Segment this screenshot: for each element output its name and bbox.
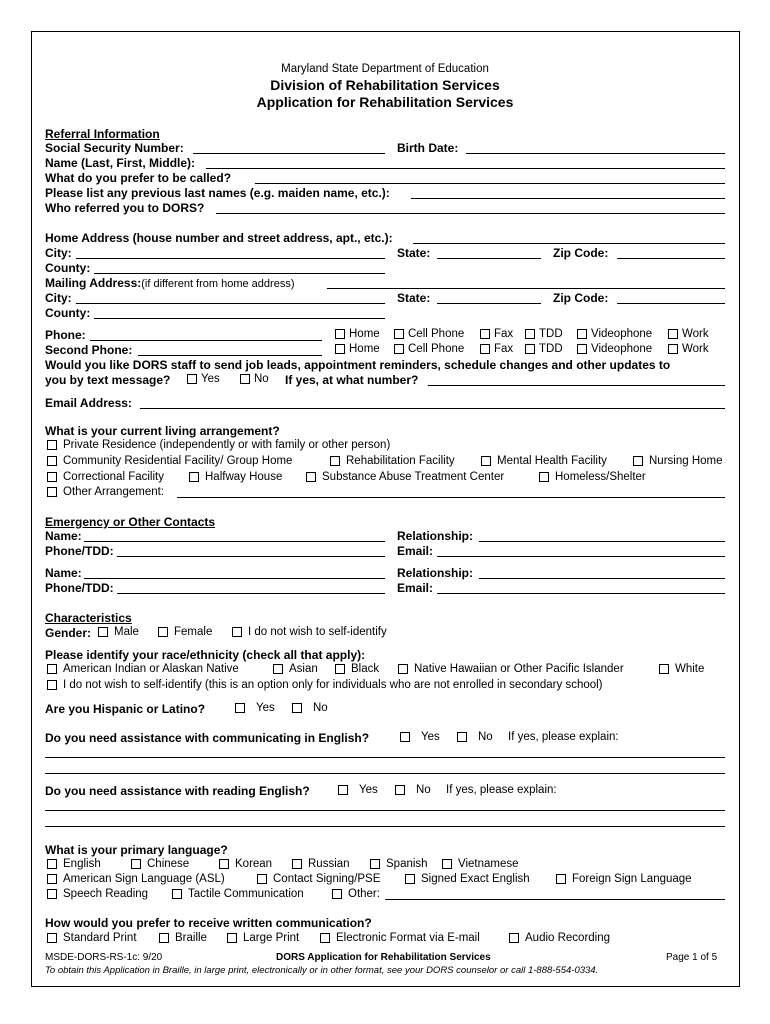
korean-checkbox[interactable] — [219, 859, 229, 869]
emergency-relationship-field-2[interactable] — [479, 578, 725, 579]
communicating-yes-checkbox[interactable] — [400, 732, 410, 742]
phone2-videophone-checkbox[interactable] — [577, 344, 587, 354]
state-label: State: — [397, 246, 431, 260]
nursing-home-label: Nursing Home — [649, 455, 723, 467]
language-other-field[interactable] — [385, 899, 725, 900]
braille-label: Braille — [175, 932, 207, 944]
correctional-label: Correctional Facility — [63, 471, 164, 483]
white-checkbox[interactable] — [659, 664, 669, 674]
hispanic-no-label: No — [313, 702, 328, 714]
text-yes-checkbox[interactable] — [187, 374, 197, 384]
contact-signing-label: Contact Signing/PSE — [273, 873, 381, 885]
homeless-checkbox[interactable] — [539, 472, 549, 482]
footer-form-title: DORS Application for Rehabilitation Services — [276, 952, 491, 963]
audio-recording-label: Audio Recording — [525, 932, 611, 944]
private-residence-label: Private Residence (independently or with family or other person) — [63, 439, 391, 451]
asian-label: Asian — [289, 663, 318, 675]
emergency-name-label: Name: — [45, 529, 82, 543]
english-checkbox[interactable] — [47, 859, 57, 869]
referred-by-label: Who referred you to DORS? — [45, 201, 205, 215]
phone2-home-checkbox[interactable] — [335, 344, 345, 354]
ssn-field[interactable] — [193, 153, 385, 154]
hawaiian-label: Native Hawaiian or Other Pacific Islander — [414, 663, 624, 675]
email-label: Email Address: — [45, 396, 132, 410]
electronic-format-label: Electronic Format via E-mail — [336, 932, 480, 944]
text-number-field[interactable] — [428, 385, 725, 386]
english-label: English — [63, 858, 101, 870]
emergency-phone-field[interactable] — [117, 556, 385, 557]
phone-videophone-checkbox[interactable] — [577, 329, 587, 339]
substance-abuse-label: Substance Abuse Treatment Center — [322, 471, 505, 483]
emergency-email-field-2[interactable] — [437, 593, 725, 594]
foreign-sign-label: Foreign Sign Language — [572, 873, 692, 885]
white-label: White — [675, 663, 705, 675]
state-field-2[interactable] — [437, 303, 541, 304]
characteristics-heading: Characteristics — [45, 611, 132, 625]
emergency-name-field[interactable] — [84, 541, 385, 542]
korean-label: Korean — [235, 858, 273, 870]
vietnamese-label: Vietnamese — [458, 858, 519, 870]
state-field[interactable] — [437, 258, 541, 259]
gender-no-identify-label: I do not wish to self-identify — [248, 626, 387, 638]
mental-health-checkbox[interactable] — [481, 456, 491, 466]
phone2-work-checkbox[interactable] — [668, 344, 678, 354]
phone-tdd-checkbox[interactable] — [525, 329, 535, 339]
halfway-label: Halfway House — [205, 471, 283, 483]
chinese-label: Chinese — [147, 858, 190, 870]
prefer-called-field[interactable] — [255, 183, 725, 184]
prefer-called-label: What do you prefer to be called? — [45, 171, 232, 185]
emergency-relationship-field[interactable] — [479, 541, 725, 542]
hispanic-yes-checkbox[interactable] — [235, 703, 245, 713]
other-arrangement-field[interactable] — [177, 497, 725, 498]
second-phone-field[interactable] — [138, 355, 322, 356]
chinese-checkbox[interactable] — [131, 859, 141, 869]
language-other-checkbox[interactable] — [332, 889, 342, 899]
signed-exact-label: Signed Exact English — [421, 873, 530, 885]
text-number-label: If yes, at what number? — [285, 373, 419, 387]
phone2-home-label: Home — [349, 343, 380, 355]
hispanic-yes-label: Yes — [256, 702, 275, 714]
electronic-format-checkbox[interactable] — [320, 933, 330, 943]
phone2-work-label: Work — [682, 343, 709, 355]
black-label: Black — [351, 663, 380, 675]
communicating-yes-label: Yes — [421, 731, 440, 743]
standard-print-label: Standard Print — [63, 932, 137, 944]
zip-field-2[interactable] — [617, 303, 725, 304]
zip-label: Zip Code: — [553, 246, 609, 260]
halfway-checkbox[interactable] — [189, 472, 199, 482]
audio-recording-checkbox[interactable] — [509, 933, 519, 943]
male-label: Male — [114, 626, 139, 638]
city-field[interactable] — [76, 258, 385, 259]
previous-names-label: Please list any previous last names (e.g. maiden name, etc.): — [45, 186, 390, 200]
emergency-email-field[interactable] — [437, 556, 725, 557]
phone-cell-checkbox[interactable] — [394, 329, 404, 339]
phone-tdd-label: TDD — [539, 328, 563, 340]
division-title: Division of Rehabilitation Services — [270, 77, 500, 93]
name-label: Name (Last, First, Middle): — [45, 156, 196, 170]
phone2-cell-label: Cell Phone — [408, 343, 465, 355]
reading-yes-checkbox[interactable] — [338, 785, 348, 795]
emergency-relationship-label: Relationship: — [397, 529, 474, 543]
reading-no-checkbox[interactable] — [395, 785, 405, 795]
zip-label-2: Zip Code: — [553, 291, 609, 305]
city-label-2: City: — [45, 291, 72, 305]
birth-date-label: Birth Date: — [397, 141, 459, 155]
reading-explain-field[interactable] — [45, 810, 725, 811]
phone2-fax-label: Fax — [494, 343, 514, 355]
tactile-checkbox[interactable] — [172, 889, 182, 899]
nursing-home-checkbox[interactable] — [633, 456, 643, 466]
city-field-2[interactable] — [76, 303, 385, 304]
community-residential-checkbox[interactable] — [47, 456, 57, 466]
emergency-phone-label-2: Phone/TDD: — [45, 581, 114, 595]
zip-field[interactable] — [617, 258, 725, 259]
asl-label: American Sign Language (ASL) — [63, 873, 225, 885]
mailing-address-field[interactable] — [327, 288, 725, 289]
homeless-label: Homeless/Shelter — [555, 471, 646, 483]
footer-note: To obtain this Application in Braille, in large print, electronically or in other format, see your DORS counselor or call 1-888-554-0334. — [45, 965, 599, 976]
emergency-name-field-2[interactable] — [84, 578, 385, 579]
written-question: How would you prefer to receive written communication? — [45, 916, 372, 930]
other-arrangement-label: Other Arrangement: — [63, 486, 164, 498]
large-print-checkbox[interactable] — [227, 933, 237, 943]
text-yes-label: Yes — [201, 373, 220, 385]
gender-no-identify-checkbox[interactable] — [232, 627, 242, 637]
text-no-label: No — [254, 373, 269, 385]
mental-health-label: Mental Health Facility — [497, 455, 607, 467]
emergency-phone-label: Phone/TDD: — [45, 544, 114, 558]
reading-yes-label: Yes — [359, 784, 378, 796]
phone-home-label: Home — [349, 328, 380, 340]
braille-checkbox[interactable] — [159, 933, 169, 943]
community-residential-label: Community Residential Facility/ Group Home — [63, 455, 293, 467]
home-address-label: Home Address (house number and street address, apt., etc.): — [45, 231, 393, 245]
name-field[interactable] — [206, 168, 725, 169]
language-question: What is your primary language? — [45, 843, 228, 857]
hispanic-no-checkbox[interactable] — [292, 703, 302, 713]
speech-reading-checkbox[interactable] — [47, 889, 57, 899]
female-checkbox[interactable] — [158, 627, 168, 637]
foreign-sign-checkbox[interactable] — [556, 874, 566, 884]
tactile-label: Tactile Communication — [188, 888, 304, 900]
black-checkbox[interactable] — [335, 664, 345, 674]
phone-fax-checkbox[interactable] — [480, 329, 490, 339]
phone2-tdd-label: TDD — [539, 343, 563, 355]
vietnamese-checkbox[interactable] — [442, 859, 452, 869]
hawaiian-checkbox[interactable] — [398, 664, 408, 674]
reading-no-label: No — [416, 784, 431, 796]
living-question: What is your current living arrangement? — [45, 424, 280, 438]
other-arrangement-checkbox[interactable] — [47, 487, 57, 497]
county-label: County: — [45, 261, 91, 275]
emergency-email-label: Email: — [397, 544, 434, 558]
birth-date-field[interactable] — [466, 153, 725, 154]
email-field[interactable] — [140, 408, 725, 409]
private-residence-checkbox[interactable] — [47, 440, 57, 450]
city-label: City: — [45, 246, 72, 260]
phone-label: Phone: — [45, 328, 86, 342]
race-no-identify-label: I do not wish to self-identify (this is an option only for individuals who are not enrolled in secondary school) — [63, 679, 603, 691]
state-label-2: State: — [397, 291, 431, 305]
reading-question: Do you need assistance with reading English? — [45, 784, 310, 798]
emergency-phone-field-2[interactable] — [117, 593, 385, 594]
large-print-label: Large Print — [243, 932, 300, 944]
rehab-facility-label: Rehabilitation Facility — [346, 455, 455, 467]
asian-checkbox[interactable] — [273, 664, 283, 674]
previous-names-field[interactable] — [411, 198, 725, 199]
reading-explain-field-2[interactable] — [45, 826, 725, 827]
phone-field[interactable] — [90, 340, 322, 341]
signed-exact-checkbox[interactable] — [405, 874, 415, 884]
mailing-address-label: Mailing Address:(if different from home address) — [45, 276, 295, 290]
text-message-question-2: you by text message? — [45, 373, 171, 387]
second-phone-label: Second Phone: — [45, 343, 133, 357]
russian-checkbox[interactable] — [292, 859, 302, 869]
text-no-checkbox[interactable] — [240, 374, 250, 384]
phone-cell-label: Cell Phone — [408, 328, 465, 340]
phone-videophone-label: Videophone — [591, 328, 653, 340]
emergency-heading: Emergency or Other Contacts — [45, 515, 216, 529]
russian-label: Russian — [308, 858, 350, 870]
communicating-explain-label: If yes, please explain: — [508, 731, 619, 743]
substance-abuse-checkbox[interactable] — [306, 472, 316, 482]
phone-work-checkbox[interactable] — [668, 329, 678, 339]
speech-reading-label: Speech Reading — [63, 888, 149, 900]
gender-label: Gender: — [45, 626, 92, 640]
agency-name: Maryland State Department of Education — [281, 63, 489, 75]
emergency-relationship-label-2: Relationship: — [397, 566, 474, 580]
county-field[interactable] — [94, 273, 385, 274]
home-address-field[interactable] — [413, 243, 725, 244]
form-id: MSDE-DORS-RS-1c: 9/20 — [45, 952, 163, 963]
male-checkbox[interactable] — [98, 627, 108, 637]
ssn-label: Social Security Number: — [45, 141, 184, 155]
reading-explain-label: If yes, please explain: — [446, 784, 557, 796]
phone-home-checkbox[interactable] — [335, 329, 345, 339]
communicating-explain-field[interactable] — [45, 757, 725, 758]
referral-heading: Referral Information — [45, 127, 160, 141]
communicating-no-checkbox[interactable] — [457, 732, 467, 742]
phone-work-label: Work — [682, 328, 709, 340]
communicating-question: Do you need assistance with communicating in English? — [45, 731, 370, 745]
standard-print-checkbox[interactable] — [47, 933, 57, 943]
communicating-no-label: No — [478, 731, 493, 743]
female-label: Female — [174, 626, 213, 638]
asl-checkbox[interactable] — [47, 874, 57, 884]
contact-signing-checkbox[interactable] — [257, 874, 267, 884]
american-indian-checkbox[interactable] — [47, 664, 57, 674]
county-field-2[interactable] — [94, 318, 385, 319]
text-message-question: Would you like DORS staff to send job leads, appointment reminders, schedule changes and other updates to — [45, 358, 671, 372]
rehab-facility-checkbox[interactable] — [330, 456, 340, 466]
phone2-cell-checkbox[interactable] — [394, 344, 404, 354]
emergency-email-label-2: Email: — [397, 581, 434, 595]
spanish-checkbox[interactable] — [370, 859, 380, 869]
phone2-fax-checkbox[interactable] — [480, 344, 490, 354]
language-other-label: Other: — [348, 888, 380, 900]
form-title: Application for Rehabilitation Services — [256, 94, 514, 110]
phone2-tdd-checkbox[interactable] — [525, 344, 535, 354]
referred-by-field[interactable] — [216, 213, 725, 214]
american-indian-label: American Indian or Alaskan Native — [63, 663, 239, 675]
phone2-videophone-label: Videophone — [591, 343, 653, 355]
spanish-label: Spanish — [386, 858, 428, 870]
page-number: Page 1 of 5 — [666, 952, 718, 963]
race-no-identify-checkbox[interactable] — [47, 680, 57, 690]
phone-fax-label: Fax — [494, 328, 514, 340]
emergency-name-label-2: Name: — [45, 566, 82, 580]
communicating-explain-field-2[interactable] — [45, 773, 725, 774]
county-label-2: County: — [45, 306, 91, 320]
hispanic-question: Are you Hispanic or Latino? — [45, 702, 206, 716]
race-question: Please identify your race/ethnicity (check all that apply): — [45, 648, 366, 662]
correctional-checkbox[interactable] — [47, 472, 57, 482]
